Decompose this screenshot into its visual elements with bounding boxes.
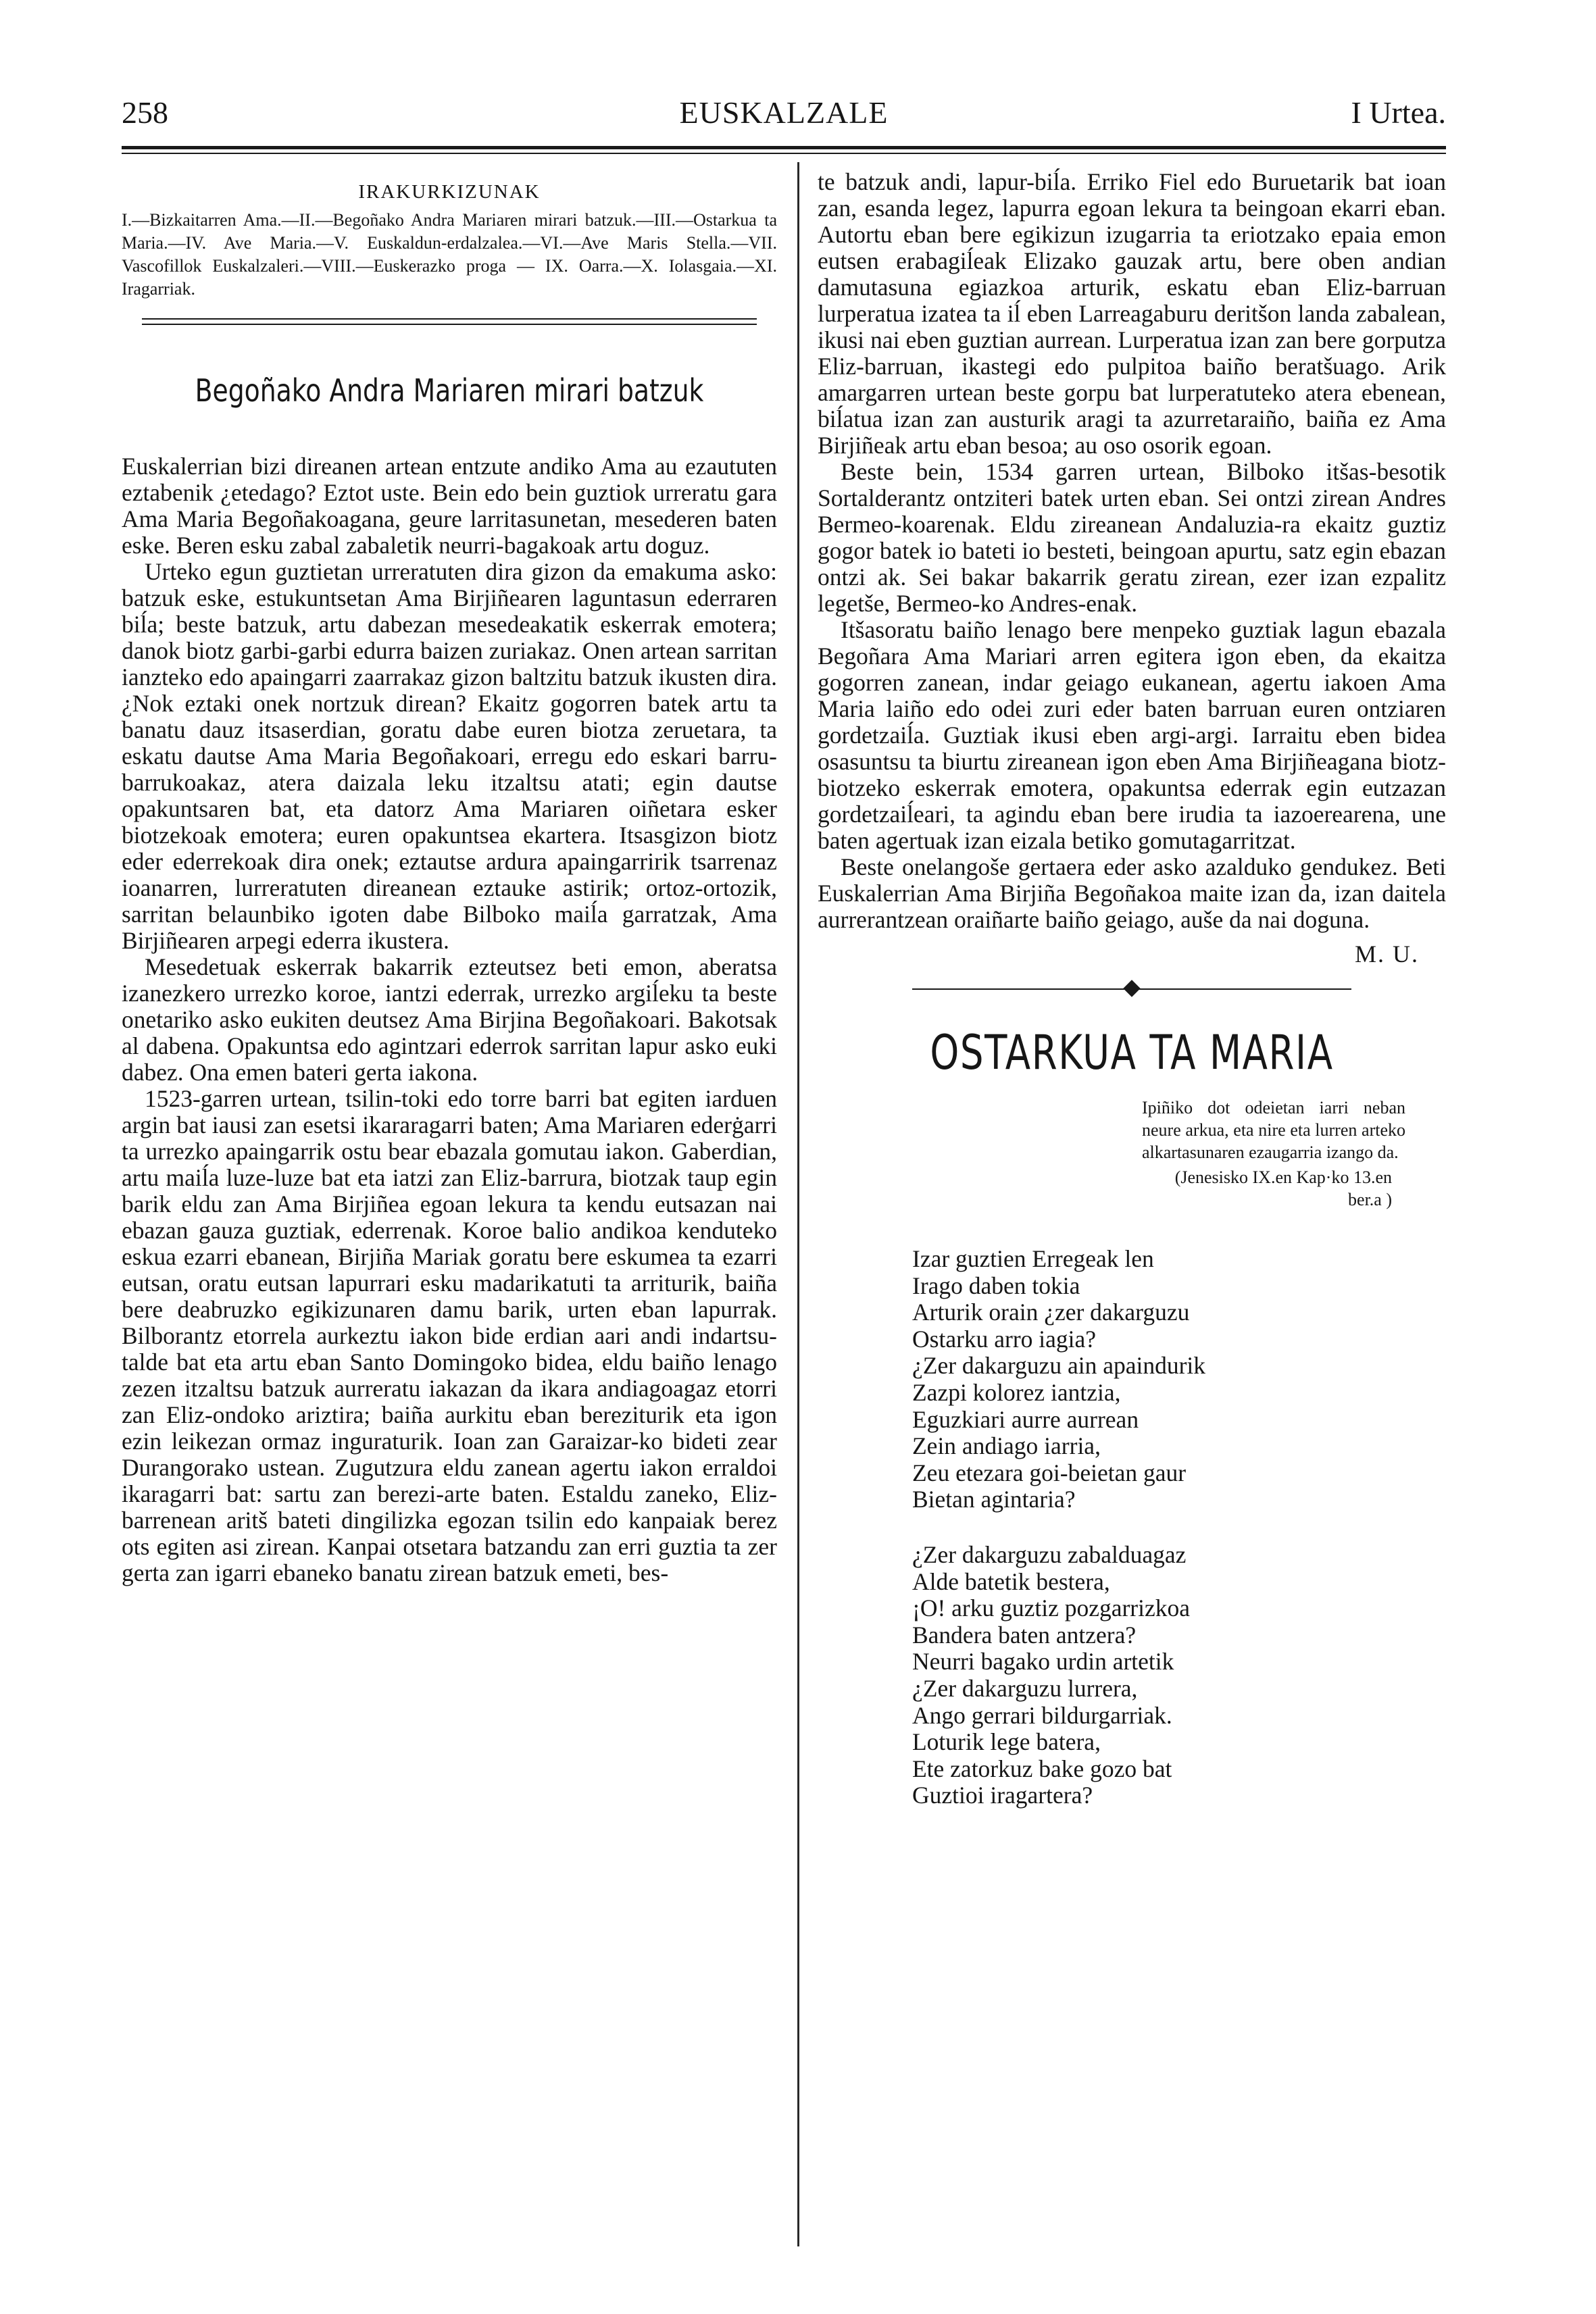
epigraph-citation: (Jenesisko IX.en Kap·ko 13.en ber.a ) [1174,1167,1392,1209]
poem-line: Bandera baten antzera? [912,1621,1137,1649]
epigraph-text: Ipiñiko dot odeietan iarri neban neure arkua, eta nire eta lurren arteko alkartasunaren ezaugarria izango da. [1142,1098,1405,1162]
poem-line: Neurri bagako urdin artetik [912,1648,1174,1676]
poem-line: Ete zatorkuz bake gozo bat [912,1755,1172,1782]
article-body-left [122,453,777,1586]
poem-line: Arturik orain ¿zer dakarguzu [912,1299,1190,1326]
poem-line: Guztioi iragartera? [912,1782,1093,1809]
toc-text: I.—Bizkaitarren Ama.—II.—Begoñako Andra Mariaren mirari batzuk.—III.—Ostarkua ta Maria.—IV. Ave Maria.—V. Euskaldun-erdalzalea.—VI.—Ave Maris Stella.—VII. Vascofillok Euskalzaleri.—VIII.—Euskerazko proga — IX. Oarra.—X. Iolasgaia.—XI. Iragarriak. [122,210,777,299]
poem-stanza [912,1246,1446,1513]
year-label: I Urtea. [1351,95,1446,130]
poem-line: Eguzkiari aurre aurrean [912,1405,1139,1433]
article-paragraph: Euskalerrian bizi direanen artean entzute andiko Ama au ezaututen eztabenik ¿etedago? Eztot uste. Bein edo bein guztiok urreratu gara Ama Maria Begoñakoagana, geure larritasunetan, mesederen baten eske. Beren esku zabal zabaletik neurri-bagakoak artu doguz. [122,453,777,559]
poem-line: ¿Zer dakarguzu lurrera, [912,1674,1138,1702]
poem-line: Ostarku arro iagia? [912,1325,1097,1353]
poem-line: Loturik lege batera, [912,1728,1101,1756]
article-paragraph: Mesedetuak eskerrak bakarrik ezteutsez beti emon, aberatsa izanezkero urrezko koroe, iantzi ederrak, urrezko argiĺeku ta beste onetariko asko eukiten deutsez Ama Birjina Begoñakoari. Bakotsak al dabena. Opakuntsa edo agintzari ederrok sarritan lapur asko euki dabez. Ona emen bateri gerta iakona. [122,953,777,1086]
article-paragraph: Urteko egun guztietan urreratuten dira gizon da emakuma asko: batzuk eske, estukuntsetan Ama Birjiñearen laguntasun ederraren biĺa; beste batzuk, artu dabezan mesedeakatik eskerrak emotera; danok biotz garbi-garbi edurra baizen zuriakaz. Onen artean sarritan ianzteko edo apaingarri zaarrakaz gizon baltzitu batzuk ikusten dira. ¿Nok eztaki onek nortzuk direan? Ekaitz gogorren batek artu ta banatu dauz itsaserdian, goratu dabe euren biotza zeruetara, ta eskatu dautse Ama Maria Begoñakoari, erregu edo eskari barru-barrukoakaz, atera daizala leku itzaltsu atati; egin dautse opakuntsaren bat, eta datorz Ama Mariaren oiñetara esker biotzekoak emotera; euren opakuntsea ekartera. Itsasgizon biotz eder ederrekoak dira onek; eztautse ardura apaingarririk tsarrenaz ioanarren, lurreratuten direanean eztauke astirik; ortoz-ortozik, sarritan belaunbiko igoten dabe Bilboko maiĺa garratzak, Ama Birjiñearen arpegi ederra ikustera. [122,558,777,954]
article-paragraph: 1523-garren urtean, tsilin-toki edo torre barri bat egiten iarduen argin bat iausi zan esetsi ikararagarri baten; Ama Mariaren ederġarri ta urrezko apaingarrik ostu bear ebazala gomutau iakon. Gaberdian, artu maiĺa luze-luze bat eta iatzi zan Eliz-barrura, biotzak taup egin barik eldu zan Ama Birjiñea egoan lekura ta kendu eutsazan nai ebazan gauza guztiak, ederrenak. Koroe balio andikoa kenduteko eskua ezarri ebanean, Birjiña Mariak goratu bere eskumea ta ezarri eutsan, oratu eutsan lapurrari esku madarikatuti ta arriturik, baiña bere deabruzko egikizunaren damu barik, urten eban lapurrak. Bilborantz etorrela aurkeztu iakon bide erdian aari andi indartsu-talde bat eta artu eban Santo Domingoko bidea, eldu baiño lenago zezen itzaltsu batzuk aurreratu iakazan da ikara andiagoagaz etorri zan Eliz-ondoko ariztira; baiña aurkitu eban bereziturik eta igon ezin leikezan ormaz inguraturik. Ioan zan Garaizar-ko bideti zear Durangorako ustean. Zugutzura eldu zanean agertu iakon erraldoi ikaragarri bat: sartu zan berezi-arte baten. Estaldu zaneko, Eliz-barrenean aritš bateti dingilizka egozan tsilin edo kanpaiak berez ots egiten asi zirean. Kanpai otsetara batzandu zan erri guztia ta zer gerta zan igarri ebaneko banatu zirean batzuk emeti, bes- [122,1085,777,1586]
poem-line: ¿Zer dakarguzu zabalduagaz [912,1540,1187,1568]
right-column [818,169,1446,1838]
article-paragraph: Beste onelangoše gertaera eder asko azalduko gendukez. Beti Euskalerrian Ama Birjiña Begoñakoa maite izan da, izan daitela aurrerantzean oraiñarte baiño geiago, auše da nai doguna. [818,853,1446,933]
section-rule-lower [142,324,757,325]
article-paragraph: Beste bein, 1534 garren urtean, Bilboko itšas-besotik Sortalderantz ontziteri batek urten eban. Sei ontzi zirean Andres Bermeo-koarenak. Eldu zireanean Andaluzia-ra ekaitz guztiz gogor batek io bateti io besteti, beingoan apurtu, satz egin ebazan ontzi ak. Sei bakar bakarrik geratu zirean, ezer izan ezpalitz legetše, Bermeo-ko Andres-enak. [818,458,1446,617]
header-rule-thin [122,153,1446,154]
poem-title: OSTARKUA TA MARIA [930,1025,1334,1080]
poem-line: Zein andiago iarria, [912,1432,1101,1460]
article-signature: M. U. [1354,940,1419,967]
poem-line: Irago daben tokia [912,1272,1080,1299]
poem-line: ¿Zer dakarguzu ain apaindurik [912,1352,1206,1380]
page-number: 258 [122,95,168,130]
article-title: Begoñako Andra Mariaren mirari batzuk [195,372,704,409]
poem-epigraph [1142,1097,1405,1211]
poem-line: Bietan agintaria? [912,1486,1076,1513]
toc-heading: IRAKURKIZUNAK [358,181,541,203]
diamond-ornament-icon [1123,980,1140,997]
poem-line: Zeu etezara goi-beietan gaur [912,1459,1187,1486]
running-header [122,95,1446,142]
publication-title: EUSKALZALE [679,95,889,130]
section-rule-upper [142,318,757,320]
column-divider [797,162,799,2246]
poem-line: ¡O! arku guztiz pozgarrizkoa [912,1594,1191,1622]
article-paragraph: Itšasoratu baiño lenago bere menpeko guztiak lagun ebazala Begoñara Ama Mariari arren egitera igon eben, da ekaitza gogorren zanean, indar geiago eukanean, agertu iakoen Ama Maria laiño edo odei zuri eder baten barruan euren ontziaren gordetzaiĺa. Guztiak ikusi eben argi-argi. Iarraitu eben bidea osasuntsu ta biurtu zireanean igon eben Ama Birjiñeagana biotz-biotzeko eskerrak emotera, opakuntsa ederrak egin eutzazan gordetzaiĺeari, ta agindu eban bere irudia ta iazoerearena, une baten agertuak izan eizala betiko gomutagarritzat. [818,616,1446,854]
poem-line: Zazpi kolorez iantzia, [912,1378,1121,1406]
article-body-right [818,169,1446,933]
poem-stanza [912,1542,1446,1809]
ornamental-divider [818,979,1446,999]
poem-line: Ango gerrari bildurgarriak. [912,1701,1172,1729]
article-paragraph-continued: te batzuk andi, lapur-biĺa. Erriko Fiel edo Buruetarik bat ioan zan, esanda legez, lapurra egoan lekura ta beingoan ekarri eban. Autortu eban bere egikizun izugarria ta eriotzako epaia emon eutsen erabagiĺeak Elizako gauzak artu, bere oben andian damutasuna egiazkoa arturik, eskatu eban Eliz-barruan lurperatua izatea ta iĺ eben Larreagaburu deritšon landa zabalean, ikusi nai eben guztian aurrean. Lurperatua izan zan bere gorputza Eliz-barruan, ikastegi edo pulpitoa baiño beratšuago. Arik amargarren urtean beste gorpu bat lurperatuteko atera ebenean, biĺatua izan zan austurik aragi ta azurretaraiño, baiña ez Ama Birjiñeak artu eban besoa; au oso osorik egoan. [818,168,1446,459]
header-rule-thick [122,146,1446,149]
poem-line: Alde batetik bestera, [912,1567,1110,1595]
poem-line: Izar guztien Erregeak len [912,1245,1154,1272]
poem-body [912,1246,1446,1809]
left-column [122,169,777,1586]
